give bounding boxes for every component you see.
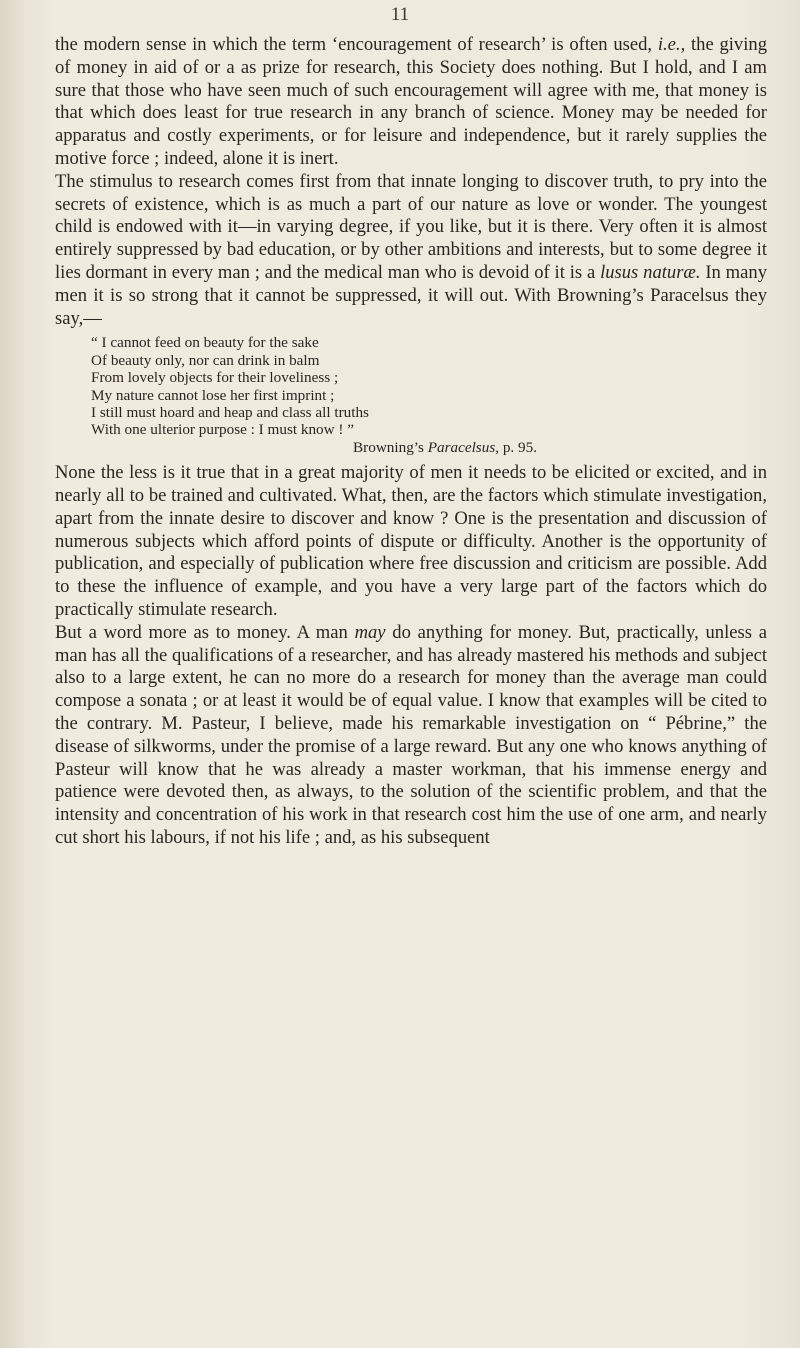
quote-line: Of beauty only, nor can drink in balm	[91, 351, 320, 369]
paragraph-4	[55, 622, 767, 850]
quote-line: With one ulterior purpose : I must know ! ”	[91, 421, 355, 439]
quote-line: “ I cannot feed on beauty for the sake	[91, 334, 319, 352]
browning-quote	[91, 334, 767, 456]
citation-page: p. 95.	[499, 438, 537, 456]
quote-line: I still must hoard and heap and class all truths	[91, 403, 369, 421]
paragraph-1	[55, 34, 767, 171]
paragraph-1-ie: i.e.	[657, 34, 681, 55]
paragraph-3: None the less is it true that in a great majority of men it needs to be elicited or excited, and in nearly all to be trained and cultivated. What, then, are the factors which stimulate investigation, apart from the innate desire to discover and know ? One is the presentation and discussion of numerous subjects which afford points of dispute or difficulty. Another is the opportunity of publication, and especially of publication where free discussion and criticism are possible. Add to these the influence of example, and you have a very large part of the factors which do practically stimulate research.	[55, 462, 767, 620]
quote-line: From lovely objects for their loveliness ;	[91, 369, 339, 387]
body-text	[55, 34, 767, 850]
paragraph-2	[55, 171, 767, 331]
paragraph-1-text-b: , the giving of money in aid of or a as prize for research, this Society does nothing. But I hold, and I am sure that those who have seen much of such encouragement will agree with me, that money is that which does least for true research in any branch of science. Money may be needed for apparatus and costly experiments, or for leisure and independence, but it rarely supplies the motive force ; indeed, alone it is inert.	[55, 34, 767, 169]
quote-line: My nature cannot lose her first imprint ;	[91, 386, 335, 404]
paragraph-2-text-b: In many men it is so strong that it cannot be suppressed, it will out. With Browning’s Paracelsus they say,—	[55, 261, 767, 329]
paragraph-4-text-a: But a word more as to money. A man	[55, 621, 355, 643]
quote-citation	[91, 439, 767, 456]
paragraph-2-lusus-naturae: lusus naturæ.	[600, 261, 701, 283]
citation-author: Browning’s	[353, 438, 428, 456]
paragraph-4-may: may	[354, 621, 386, 643]
page-number: 11	[390, 4, 410, 25]
citation-title: Paracelsus,	[427, 438, 500, 456]
paragraph-2-text-a: The stimulus to research comes first from that innate longing to discover truth, to pry into the secrets of existence, which is as much a part of our nature as love or wonder. The youngest child is endowed with it—in varying degree, if you like, but it is there. Very often it is almost entirely suppressed by bad education, or by other ambitions and interests, but to some degree it lies dormant in every man ; and the medical man who is devoid of it is a	[55, 170, 767, 283]
paragraph-1-text-a: the modern sense in which the term ‘encouragement of research’ is often used,	[55, 34, 658, 55]
paragraph-4-text-b: do anything for money. But, practically, unless a man has all the qualifications of a researcher, and has already mastered his methods and subject also to a large extent, he can no more do a research for money than the average man could compose a sonata ; or at least it would be of equal value. I know that examples will be cited to the contrary. M. Pasteur, I believe, made his remarkable investigation on “ Pébrine,” the disease of silkworms, under the promise of a large reward. But any one who knows anything of Pasteur will know that he was already a master workman, that his immense energy and patience were devoted then, as always, to the solution of the scientific problem, and that the intensity and concentration of his work in that research cost him the use of one arm, and nearly cut short his labours, if not his life ; and, as his subsequent	[55, 621, 767, 848]
